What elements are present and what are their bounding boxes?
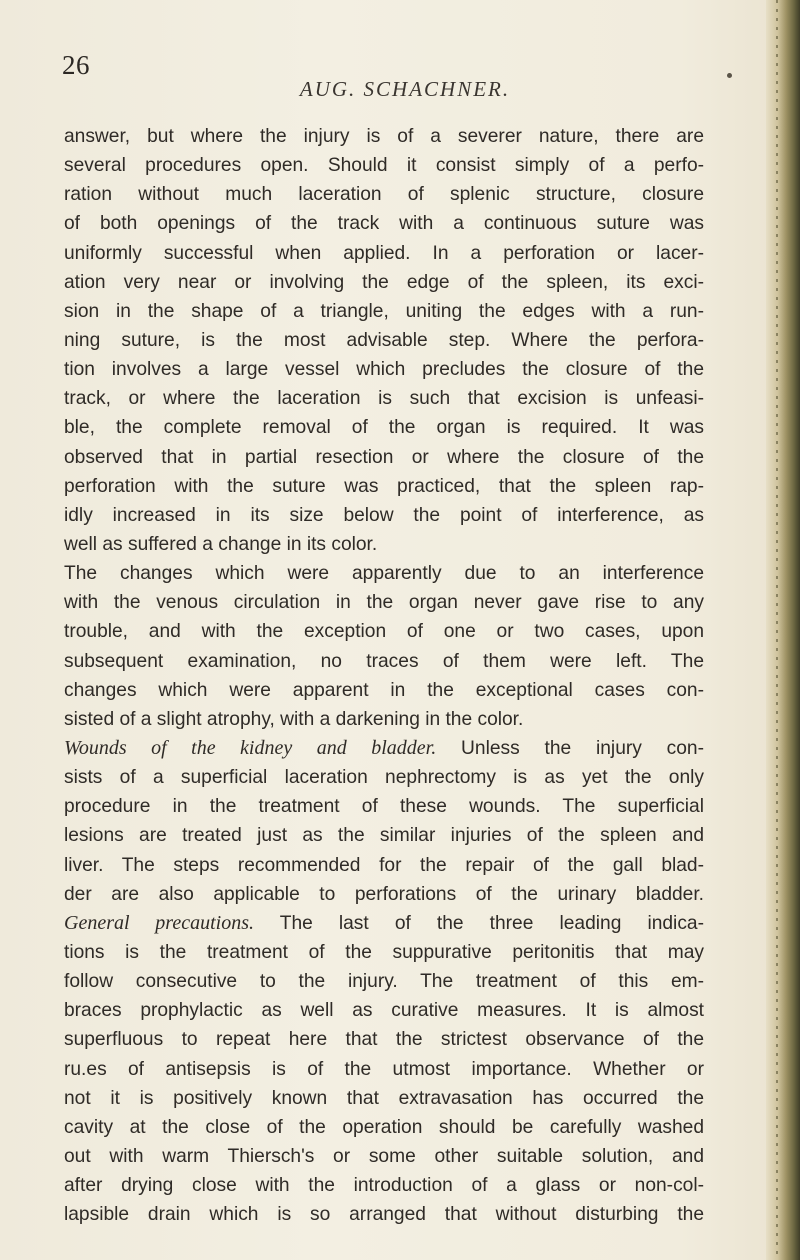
text-line: liver. The steps recommended for the repair of the gall blad-	[64, 854, 704, 876]
general-section-first-line	[64, 909, 704, 938]
text-line: changes which were apparent in the exceptional cases con-	[64, 679, 704, 701]
text-line: sion in the shape of a triangle, uniting the edges with a run-	[64, 300, 704, 322]
text-line: trouble, and with the exception of one or two cases, upon	[64, 621, 704, 643]
text-line: well as suffered a change in its color.	[64, 533, 378, 555]
text-line: with the venous circulation in the organ never gave rise to any	[64, 592, 704, 614]
text-line: cavity at the close of the operation should be carefully washed	[64, 1116, 704, 1138]
page-number: 26	[62, 50, 90, 80]
text-line: subsequent examination, no traces of them were left. The	[64, 650, 704, 672]
text-line: of both openings of the track with a continuous suture was	[64, 213, 704, 235]
text-line: track, or where the laceration is such that excision is unfeasi-	[64, 388, 704, 410]
section-heading-kidney: Wounds of the kidney and bladder.	[64, 736, 437, 759]
text-line: sists of a superficial laceration nephrectomy is as yet the only	[64, 767, 704, 789]
text-line: tion involves a large vessel which precludes the closure of the	[64, 359, 704, 381]
text-line: sisted of a slight atrophy, with a darkening in the color.	[64, 708, 524, 730]
text-line: lapsible drain which is so arranged that without disturbing the	[64, 1204, 704, 1226]
text-line: ning suture, is the most advisable step. Where the perfora-	[64, 329, 704, 351]
printing-speck	[727, 73, 732, 78]
section-heading-general: General precautions.	[64, 911, 254, 934]
text-line: ru.es of antisepsis is of the utmost importance. Whether or	[64, 1058, 704, 1080]
book-spine-edge	[766, 0, 800, 1260]
text-line: lesions are treated just as the similar injuries of the spleen and	[64, 825, 704, 847]
text-fragment: The last of the three leading indica-	[253, 912, 704, 934]
text-line: not it is positively known that extravasation has occurred the	[64, 1087, 704, 1109]
body-text	[64, 122, 704, 1229]
text-line: idly increased in its size below the point of interference, as	[64, 504, 704, 526]
text-line: after drying close with the introduction of a glass or non-col-	[64, 1175, 704, 1197]
text-line: observed that in partial resection or where the closure of the	[64, 446, 704, 468]
text-line: answer, but where the injury is of a severer nature, there are	[64, 126, 704, 147]
text-line: ration without much laceration of splenic structure, closure	[64, 184, 704, 206]
text-line: The changes which were apparently due to an interference	[64, 563, 704, 585]
text-line: ble, the complete removal of the organ is required. It was	[64, 417, 704, 439]
text-line: braces prophylactic as well as curative measures. It is almost	[64, 1000, 704, 1022]
text-line: follow consecutive to the injury. The treatment of this em-	[64, 971, 704, 993]
text-line: ation very near or involving the edge of the spleen, its exci-	[64, 271, 704, 293]
text-fragment: Unless the injury con-	[436, 737, 704, 759]
text-line: out with warm Thiersch's or some other suitable solution, and	[64, 1145, 704, 1167]
kidney-section-first-line	[64, 734, 704, 763]
text-line: perforation with the suture was practiced, that the spleen rap-	[64, 475, 704, 497]
text-line: several procedures open. Should it consist simply of a perfo-	[64, 155, 704, 177]
text-line: superfluous to repeat here that the strictest observance of the	[64, 1029, 704, 1051]
text-line: der are also applicable to perforations of the urinary bladder.	[64, 883, 704, 905]
text-line: uniformly successful when applied. In a perforation or lacer-	[64, 242, 704, 264]
running-head: AUG. SCHACHNER.	[299, 77, 511, 101]
text-line: tions is the treatment of the suppurative peritonitis that may	[64, 941, 704, 963]
text-line: procedure in the treatment of these wounds. The superficial	[64, 796, 704, 818]
